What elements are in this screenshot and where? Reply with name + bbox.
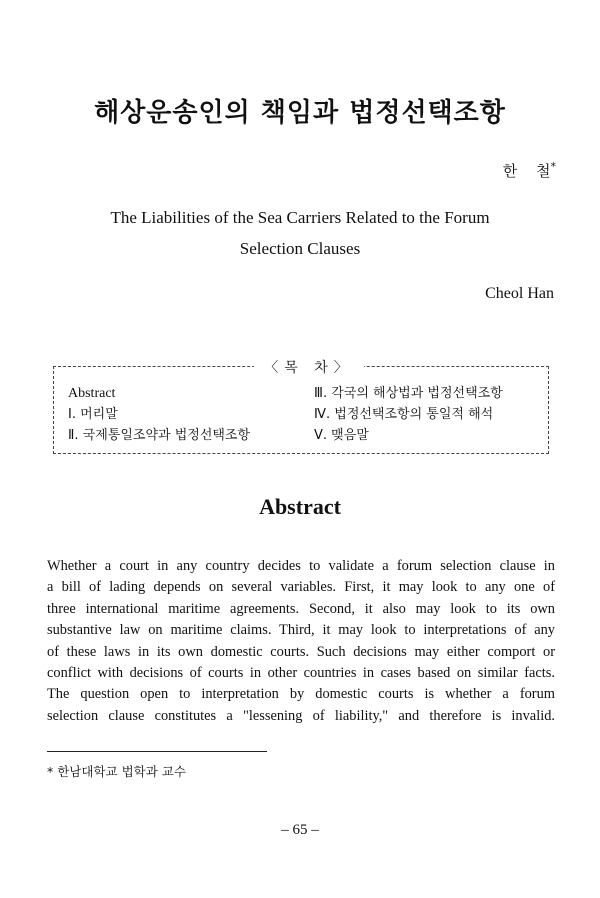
toc-left-column <box>68 383 250 446</box>
korean-author-name: 한 철 <box>502 162 551 180</box>
abstract-line: of these laws in its own domestic courts. Such decisions may either comport or <box>47 643 555 660</box>
table-of-contents <box>53 360 549 454</box>
toc-item-3: Ⅲ. 각국의 해상법과 법정선택조항 <box>314 386 503 401</box>
abstract-line: selection clause constitutes a "lessening of liability," and therefore is invalid. <box>47 707 555 724</box>
toc-right-column <box>314 383 503 446</box>
abstract-paragraph <box>47 556 555 727</box>
abstract-heading: Abstract <box>259 494 341 519</box>
author-footnote: * 한남대학교 법학과 교수 <box>47 764 186 779</box>
toc-item-5: Ⅴ. 맺음말 <box>314 428 369 443</box>
footnote-divider <box>47 751 267 752</box>
english-title-line-2: Selection Clauses <box>239 239 361 258</box>
abstract-line: conflict with decisions of courts in other countries in cases based on similar facts. <box>47 665 555 682</box>
abstract-line: a bill of lading depends on several variables. First, it may look to any one of <box>47 579 555 596</box>
toc-item-2: Ⅱ. 국제통일조약과 법정선택조항 <box>68 428 251 443</box>
english-author: Cheol Han <box>485 285 554 302</box>
toc-item-4: Ⅳ. 법정선택조항의 통일적 해석 <box>314 407 494 422</box>
abstract-line: three international maritime agreements. Second, it also may look to its own <box>47 600 555 617</box>
toc-item-1: Ⅰ. 머리말 <box>68 407 118 422</box>
author-footnote-mark: * <box>550 160 556 173</box>
toc-item-abstract: Abstract <box>68 386 116 401</box>
abstract-line: Whether a court in any country decides to validate a forum selection clause in <box>47 558 555 574</box>
english-title-line-1: The Liabilities of the Sea Carriers Related to the Forum <box>110 208 490 227</box>
korean-author <box>503 160 556 181</box>
english-title <box>40 202 560 264</box>
korean-title: 해상운송인의 책임과 법정선택조항 <box>94 98 506 128</box>
toc-heading: 〈목 차〉 <box>254 357 364 377</box>
abstract-line: The question open to interpretation by domestic courts is whether a forum <box>47 686 555 703</box>
abstract-line: substantive law on maritime claims. Third, it may look to interpretations of any <box>47 622 555 639</box>
page-number: – 65 – <box>281 822 319 838</box>
